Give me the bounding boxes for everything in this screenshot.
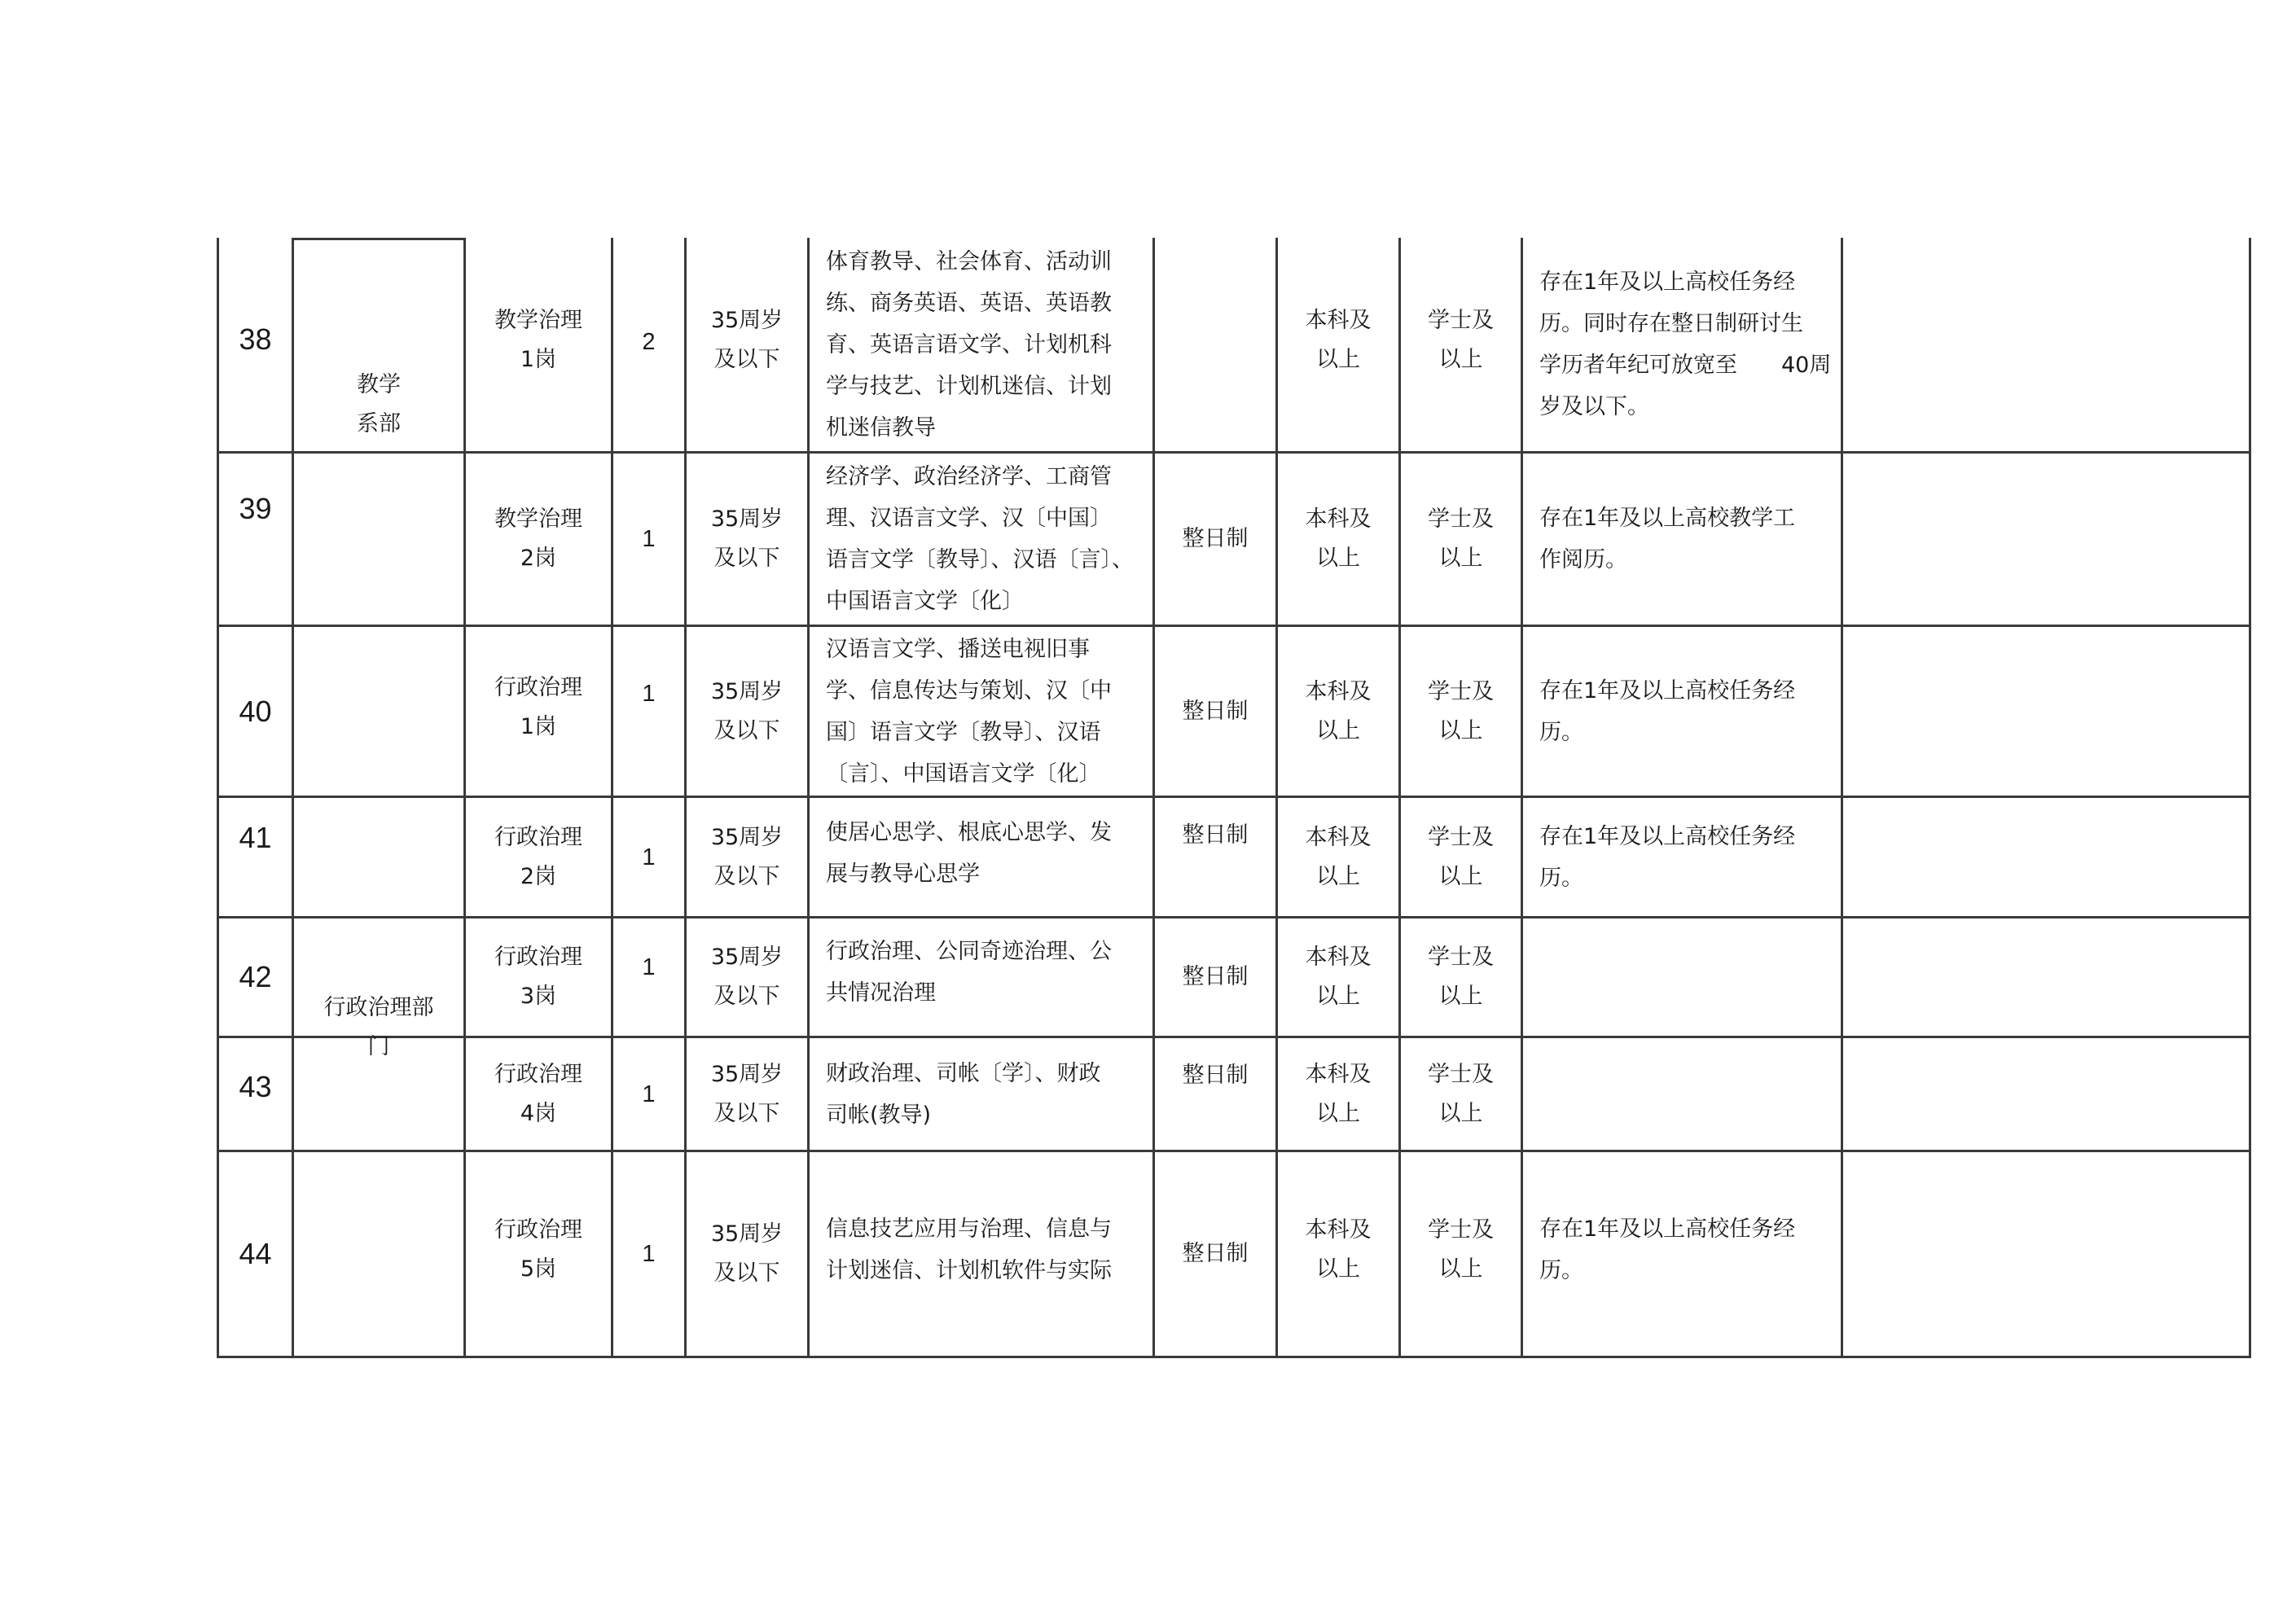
age-limit: 35周岁 及以下 bbox=[710, 1061, 784, 1126]
post-name: 教学治理 2岗 bbox=[494, 506, 582, 571]
degree: 学士及 以上 bbox=[1428, 506, 1494, 571]
other-requirement: 存在1年及以上高校任务经 历。 bbox=[1539, 823, 1796, 891]
row-number: 43 bbox=[239, 1069, 272, 1103]
major-requirement: 信息技艺应用与治理、信息与 计划迷信、计划机软件与实际 bbox=[826, 1216, 1112, 1283]
age-limit: 35周岁 及以下 bbox=[710, 678, 784, 743]
degree: 学士及 以上 bbox=[1428, 1061, 1494, 1126]
headcount: 1 bbox=[642, 1081, 656, 1107]
other-requirement: 存在1年及以上高校任务经 历。 bbox=[1539, 1216, 1796, 1283]
degree: 学士及 以上 bbox=[1428, 1217, 1494, 1282]
study-type: 整日制 bbox=[1182, 526, 1249, 551]
remarks bbox=[1843, 627, 2249, 796]
study-type: 整日制 bbox=[1182, 698, 1249, 724]
row-number: 40 bbox=[239, 694, 272, 728]
remarks bbox=[1843, 918, 2249, 1036]
remarks bbox=[1843, 798, 2249, 916]
age-limit: 35周岁 及以下 bbox=[710, 945, 784, 1009]
education: 本科及 以上 bbox=[1305, 945, 1372, 1009]
age-limit: 35周岁 及以下 bbox=[710, 308, 784, 372]
major-requirement: 行政治理、公同奇迹治理、公 共情况治理 bbox=[826, 939, 1112, 1006]
headcount: 1 bbox=[642, 526, 656, 552]
headcount: 1 bbox=[642, 680, 656, 707]
rule-department-top bbox=[292, 238, 466, 240]
headcount: 1 bbox=[642, 954, 656, 980]
major-requirement: 汉语言文学、播送电视旧事 学、信息传达与策划、汉〔中 国〕语言文学〔教导〕、汉语 〔言〕、中国语言文学〔化〕 bbox=[826, 636, 1112, 787]
row-number: 41 bbox=[239, 820, 272, 854]
remarks bbox=[1843, 1038, 2249, 1150]
row-number: 44 bbox=[239, 1237, 272, 1270]
headcount: 2 bbox=[642, 329, 656, 355]
remarks bbox=[1843, 454, 2249, 625]
post-name: 行政治理 2岗 bbox=[494, 824, 582, 889]
post-name: 行政治理 4岗 bbox=[494, 1061, 582, 1126]
rule-table-bottom bbox=[217, 1356, 2251, 1358]
education: 本科及 以上 bbox=[1305, 678, 1372, 743]
remarks bbox=[1843, 1152, 2249, 1356]
education: 本科及 以上 bbox=[1305, 1061, 1372, 1126]
major-requirement: 财政治理、司帐〔学〕、财政 司帐(教导) bbox=[826, 1060, 1101, 1128]
department-cell: 行政治理部 门 bbox=[323, 995, 434, 1059]
age-limit: 35周岁 及以下 bbox=[710, 824, 784, 889]
row-number: 38 bbox=[239, 322, 272, 356]
degree: 学士及 以上 bbox=[1428, 308, 1494, 372]
headcount: 1 bbox=[642, 844, 656, 870]
major-requirement: 体育教导、社会体育、活动训 练、商务英语、英语、英语教 育、英语言语文学、计划机科 学与技艺、计划机迷信、计划 机迷信教导 bbox=[826, 248, 1112, 441]
study-type: 整日制 bbox=[1182, 964, 1249, 989]
post-name: 行政治理 5岗 bbox=[494, 1217, 582, 1282]
post-name: 行政治理 1岗 bbox=[494, 674, 582, 739]
age-limit: 35周岁 及以下 bbox=[710, 506, 784, 571]
other-requirement: 存在1年及以上高校任务经 历。 bbox=[1539, 677, 1796, 745]
row-number: 39 bbox=[239, 492, 272, 525]
other-requirement bbox=[1523, 918, 1841, 1036]
other-requirement: 存在1年及以上高校任务经 历。同时存在整日制研讨生 学历者年纪可放宽至 40周 岁及以下。 bbox=[1539, 270, 1832, 419]
major-requirement: 经济学、政治经济学、工商管 理、汉语言文学、汉〔中国〕 语言文学〔教导〕、汉语〔言〕、 中国语言文学〔化〕 bbox=[826, 464, 1134, 614]
other-requirement bbox=[1523, 1038, 1841, 1150]
degree: 学士及 以上 bbox=[1428, 945, 1494, 1009]
education: 本科及 以上 bbox=[1305, 1217, 1372, 1282]
degree: 学士及 以上 bbox=[1428, 678, 1494, 743]
major-requirement: 使居心思学、根底心思学、发 展与教导心思学 bbox=[826, 819, 1112, 887]
other-requirement: 存在1年及以上高校教学工 作阅历。 bbox=[1539, 506, 1796, 572]
age-limit: 35周岁 及以下 bbox=[710, 1221, 784, 1286]
post-name: 教学治理 1岗 bbox=[494, 308, 582, 372]
study-type bbox=[1155, 238, 1275, 451]
degree: 学士及 以上 bbox=[1428, 824, 1494, 889]
recruitment-table bbox=[217, 238, 2251, 1358]
education: 本科及 以上 bbox=[1305, 824, 1372, 889]
remarks bbox=[1843, 238, 2249, 451]
headcount: 1 bbox=[642, 1241, 656, 1267]
department-cell: 教学 系部 bbox=[357, 372, 401, 436]
education: 本科及 以上 bbox=[1305, 506, 1372, 571]
rule-col-right bbox=[2249, 238, 2251, 1358]
education: 本科及 以上 bbox=[1305, 308, 1372, 372]
study-type: 整日制 bbox=[1182, 1062, 1249, 1088]
post-name: 行政治理 3岗 bbox=[494, 945, 582, 1009]
row-number: 42 bbox=[239, 960, 272, 993]
study-type: 整日制 bbox=[1182, 1241, 1249, 1266]
study-type: 整日制 bbox=[1182, 822, 1249, 848]
